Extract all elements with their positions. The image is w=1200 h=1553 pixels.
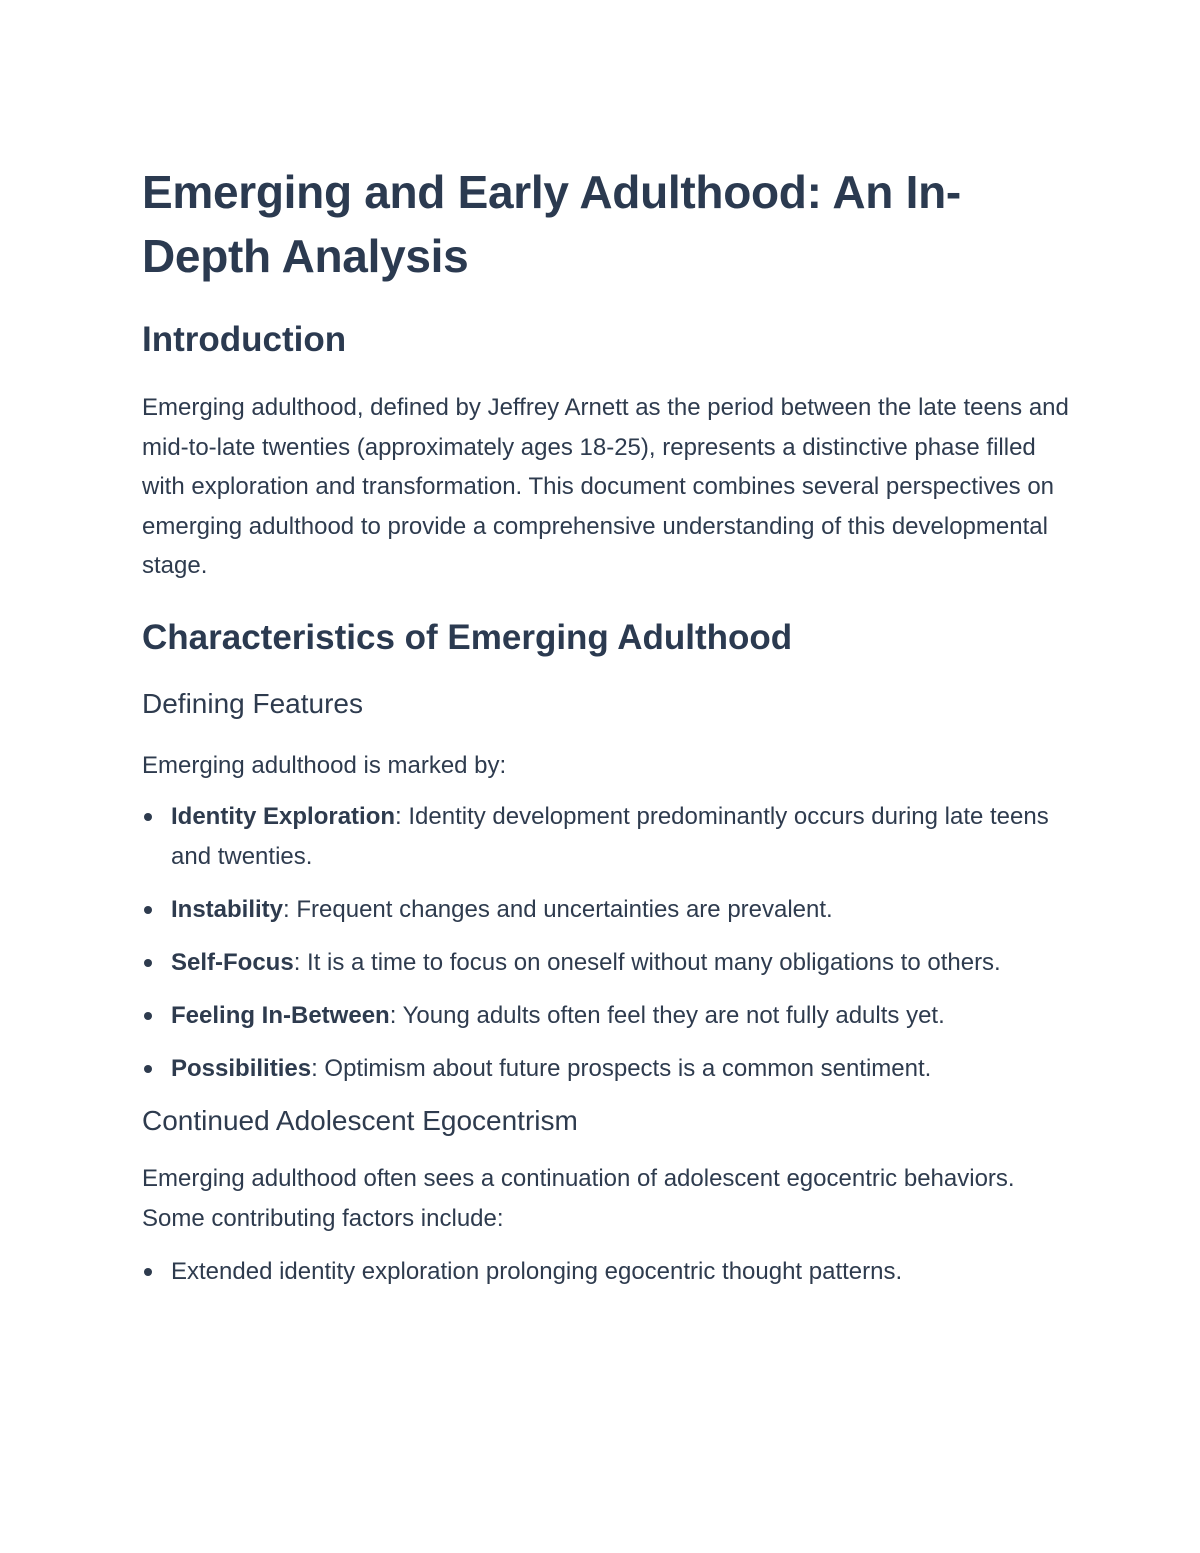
egocentrism-heading: Continued Adolescent Egocentrism [142,1105,578,1136]
feature-text: : Identity development predominantly occurs during late teens and twenties. [171,803,1049,870]
feature-text: : Young adults often feel they are not fully adults yet. [389,1002,945,1029]
defining-features-list [142,797,1072,1089]
bullet-icon [144,1012,152,1020]
bullet-icon [144,906,152,914]
introduction-paragraph: Emerging adulthood, defined by Jeffrey Arnett as the period between the late teens and mid-to-late twenties (approximately ages 18-25), represents a distinctive phase filled with exploration and transformation. This document combines several perspectives on emerging adulthood to provide a comprehensive understanding of this developmental stage. [142,394,1069,579]
bullet-icon [144,1268,152,1276]
list-item [142,797,1072,877]
characteristics-heading: Characteristics of Emerging Adulthood [142,617,793,657]
egocentrism-lead: Emerging adulthood often sees a continuation of adolescent egocentric behaviors. Some contributing factors include: [142,1165,1015,1232]
bullet-icon [144,813,152,821]
list-item [142,1252,1072,1292]
introduction-heading: Introduction [142,320,347,359]
feature-text: : It is a time to focus on oneself without many obligations to others. [293,949,1001,976]
feature-term: Self-Focus [171,949,294,976]
list-item [142,1049,1072,1089]
document-page [142,160,1072,1305]
list-item [142,890,1072,930]
document-title: Emerging and Early Adulthood: An In-Depth Analysis [142,166,961,282]
feature-text: : Frequent changes and uncertainties are prevalent. [283,896,833,923]
defining-features-lead: Emerging adulthood is marked by: [142,751,507,779]
feature-term: Instability [171,896,284,923]
egocentrism-item-text: Extended identity exploration prolonging egocentric thought patterns. [171,1258,903,1285]
egocentrism-list [142,1252,1072,1292]
feature-text: : Optimism about future prospects is a common sentiment. [311,1055,932,1082]
feature-term: Feeling In-Between [171,1002,390,1029]
feature-term: Identity Exploration [171,803,396,830]
feature-term: Possibilities [171,1055,312,1082]
list-item [142,996,1072,1036]
bullet-icon [144,959,152,967]
defining-features-heading: Defining Features [142,687,364,719]
list-item [142,943,1072,983]
bullet-icon [144,1065,152,1073]
